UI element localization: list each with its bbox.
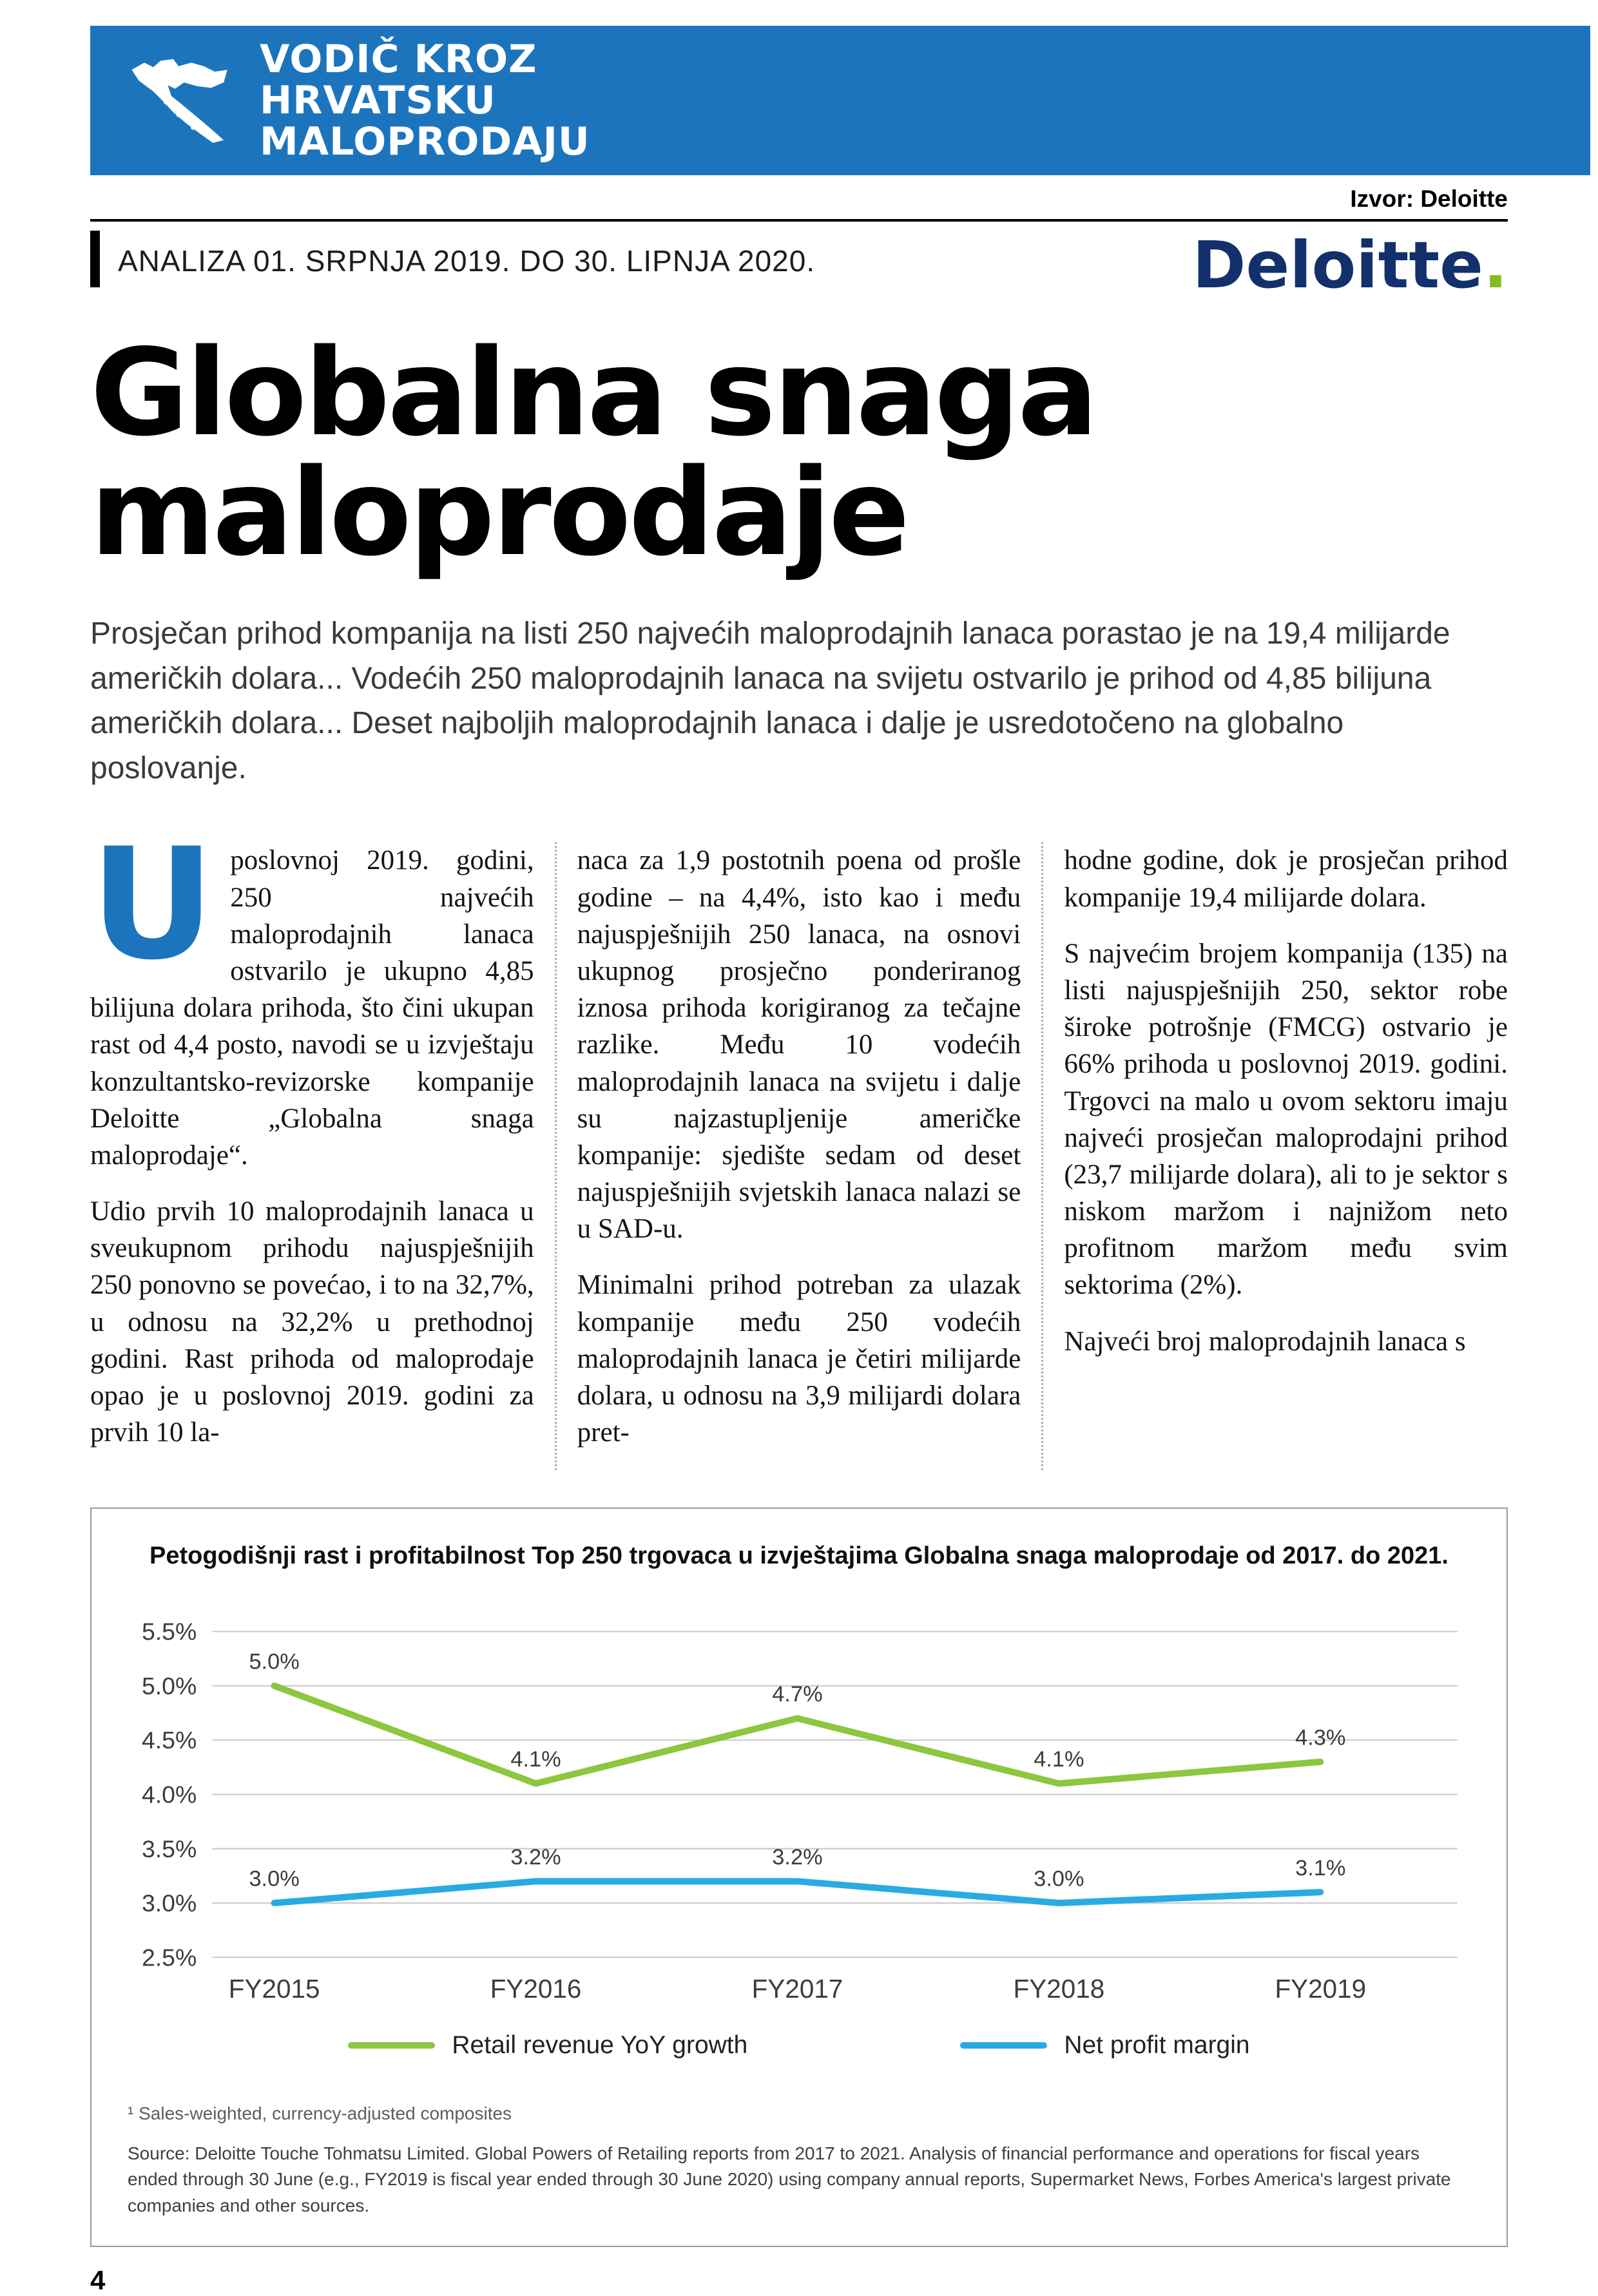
masthead-title [260,36,590,165]
paragraph: Najveći broj maloprodajnih lanaca s [1064,1326,1466,1357]
y-tick-label: 2.5% [141,1944,197,1971]
x-tick-label: FY2015 [228,1974,320,2004]
data-label: 5.0% [249,1649,300,1674]
chart-panel [90,1507,1508,2247]
data-label: 3.2% [772,1845,823,1870]
data-label: 3.0% [1034,1867,1084,1892]
legend-item-revenue-growth [348,2031,747,2060]
legend-label: Net profit margin [1064,2031,1250,2059]
masthead-banner [90,26,1590,175]
data-label: 3.0% [249,1867,300,1892]
deloitte-logo [1192,227,1508,303]
headline-line-2: maloprodaje [90,443,908,582]
deloitte-wordmark: Deloitte [1192,227,1483,303]
data-label: 4.3% [1295,1725,1346,1750]
y-tick-label: 3.0% [141,1889,197,1917]
source-credit: Izvor: Deloitte [1350,186,1508,212]
y-tick-label: 3.5% [141,1835,197,1863]
data-label: 4.7% [772,1682,823,1707]
analysis-kicker: ANALIZA 01. SRPNJA 2019. DO 30. LIPNJA 2020. [118,244,816,278]
body-column-1 [90,816,555,1470]
x-tick-label: FY2019 [1275,1974,1367,2004]
paragraph: naca za 1,9 postotnih poena od prošle godine – na 4,4%, isto kao i među najuspješnijih 250 lanaca, na osnovi ukupnog prosječno ponderiranog iznosa prihoda korigiranog za tečajne razlike. Među 10 vodećih maloprodajnih lanaca na svijetu i dalje su najzastupljenije američke kompanije: sjedište sedam od deset najuspješnijih svjetskih lanaca nalazi se u SAD-u. [577,845,1021,1245]
data-label: 3.1% [1295,1856,1346,1881]
article-header-row [90,227,1508,303]
masthead-title-line: VODIČ KROZ [260,36,537,82]
growth-profit-line-chart [128,1605,1470,2013]
legend-swatch-green [348,2042,435,2049]
paragraph: Minimalni prihod potreban za ulazak kompanije među 250 vodećih maloprodajnih lanaca je četiri milijarde dolara, u odnosu na 3,9 milijardi dolara pret- [577,1270,1021,1448]
y-tick-label: 4.5% [141,1727,197,1754]
section-tick-bar [90,231,100,287]
masthead-divider-rule [90,219,1508,222]
paragraph [90,816,534,1174]
kicker-block [90,227,815,287]
y-tick-label: 4.0% [141,1781,197,1808]
lead-paragraph: Prosječan prihod kompanija na listi 250 najvećih maloprodajnih lanaca porastao je na 19,4 milijarde američkih dolara... Vodećih 250 maloprodajnih lanaca na svijetu ostvarilo je prihod od 4,85 bilijuna američkih dolara... Deset najboljih maloprodajnih lanaca i dalje je usredotočeno na globalno poslovanje. [90,617,1450,785]
chart-title: Petogodišnji rast i profitabilnost Top 250 trgovaca u izvještajima Globalna snaga maloprodaje od 2017. do 2021. [149,1542,1449,1570]
article-body [90,816,1508,1470]
chart-footnote: ¹ Sales-weighted, currency-adjusted composites [128,2103,512,2123]
y-tick-label: 5.0% [141,1672,197,1700]
data-label: 4.1% [510,1747,561,1772]
paragraph-text: poslovnoj 2019. godini, 250 najvećih maloprodajnih lanaca ostvarilo je ukupno 4,85 bilijuna dolara prihoda, što čini ukupan rast od 4,4 posto, navodi se u izvještaju konzultantsko-revizorske kompanije Deloitte „Globalna snaga maloprodaje“. [90,845,534,1171]
body-column-2 [555,842,1042,1470]
deloitte-logo-green-dot: . [1483,227,1508,303]
body-column-3 [1041,842,1508,1470]
legend-label: Retail revenue YoY growth [452,2031,748,2059]
chart-legend [128,2031,1470,2060]
paragraph: hodne godine, dok je prosječan prihod kompanije 19,4 milijarde dolara. [1064,845,1508,913]
data-label: 3.2% [510,1845,561,1870]
masthead-title-line: MALOPRODAJU [260,119,590,165]
legend-item-net-profit [960,2031,1249,2060]
y-tick-label: 5.5% [141,1618,197,1645]
legend-swatch-blue [960,2042,1047,2049]
dropcap-letter: U [90,816,215,995]
x-tick-label: FY2018 [1013,1974,1105,2004]
x-tick-label: FY2016 [490,1974,582,2004]
article-headline [90,323,1508,582]
chart-source: Source: Deloitte Touche Tohmatsu Limited. Global Powers of Retailing reports from 2017 to 2021. Analysis of financial performance and operations for fiscal years ended through 30 June (e.g., FY2019 is fiscal year ended through 30 June 2020) using company annual reports, Supermarket News, Forbes America's largest private companies and other sources. [128,2143,1451,2215]
series-line [274,1882,1321,1904]
data-label: 4.1% [1034,1747,1084,1772]
croatia-map-icon [126,55,235,146]
page-number: 4 [90,2265,106,2296]
masthead-title-line: HRVATSKU [260,77,496,123]
paragraph: Udio prvih 10 maloprodajnih lanaca u sveukupnom prihodu najuspješnijih 250 ponovno se povećao, i to na 32,7%, u odnosu na 32,2% u prethodnoj godini. Rast prihoda od maloprodaje opao je u poslovnoj 2019. godini za prvih 10 la- [90,1196,534,1448]
paragraph: S najvećim brojem kompanija (135) na listi najuspješnijih 250, sektor robe široke potrošnje (FMCG) ostvario je 66% prihoda u poslovnoj 2019. godini. Trgovci na malo u ovom sektoru imaju najveći prosječan maloprodajni prihod (23,7 milijarde dolara), ali to je sektor s niskom maržom i najnižom neto profitnom maržom među svim sektorima (2%). [1064,938,1508,1301]
x-tick-label: FY2017 [751,1974,843,2004]
headline-line-1: Globalna snaga [90,323,1096,463]
